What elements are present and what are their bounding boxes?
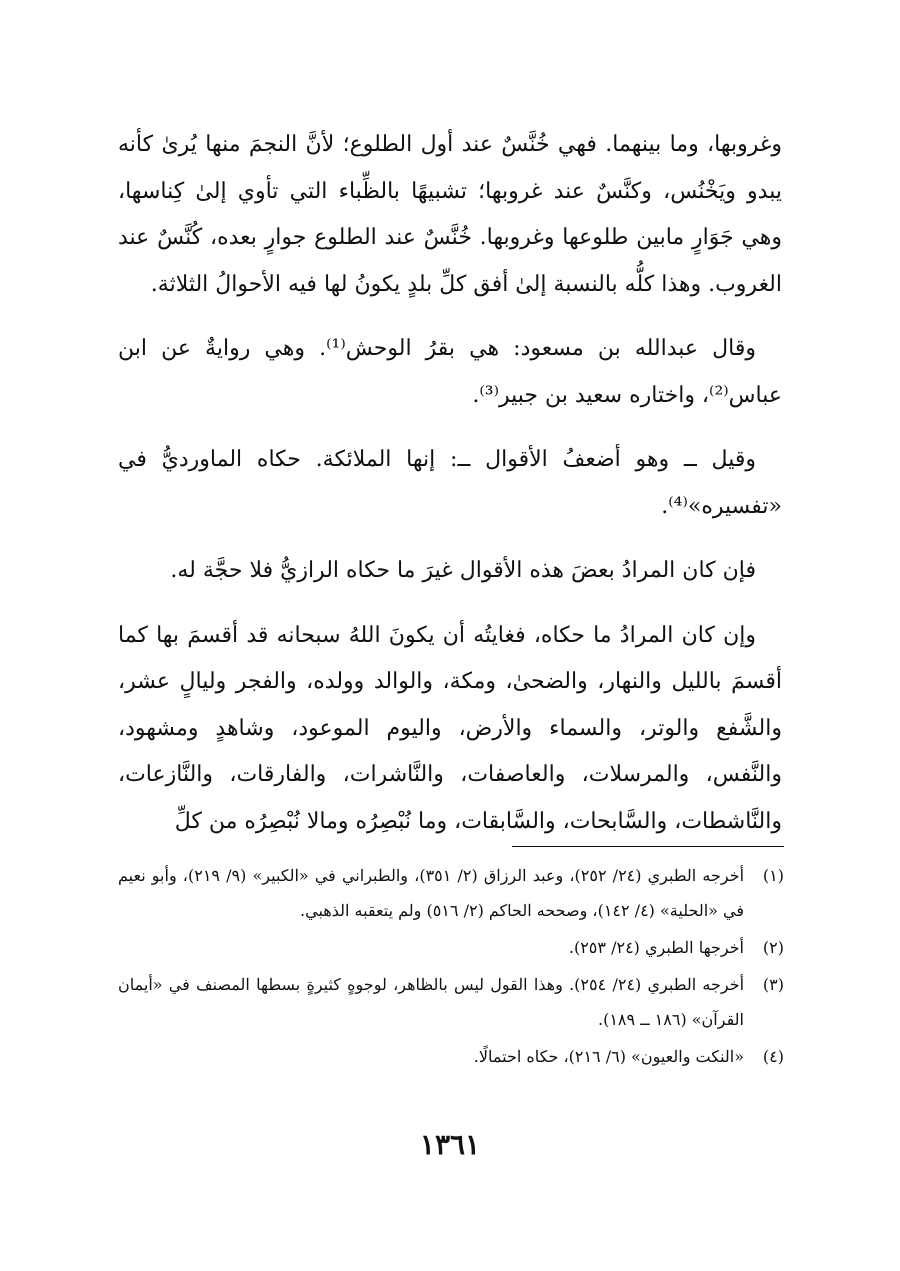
footnote-separator [512,846,784,847]
footnote [118,1039,784,1074]
footnotes [118,858,784,1076]
paragraph: وقيل ــ وهو أضعفُ الأقوال ــ: إنها الملائكة. حكاه الماورديُّ في «تفسيره»⁽⁴⁾. [118,447,782,519]
footnote-number: (٣) [762,975,784,994]
paragraph: وإن كان المرادُ ما حكاه، فغايتُه أن يكونَ اللهُ سبحانه قد أقسمَ بها كما أقسمَ بالليل والنهار، والضحىٰ، ومكة، والوالد وولده، والفجر وليالٍ عشر، والشَّفع والوتر، والسماء والأرض، واليوم الموعود، وشاهدٍ ومشهود، والنَّفس، والمرسلات، والعاصفات، والنَّاشرات، والفارقات، والنَّازعات، والنَّاشطات، والسَّابحات، والسَّابقات، وما نُبْصِرُه ومالا نُبْصِرُه من كلِّ [118,622,782,834]
footnote-text: أخرجه الطبري (٢٤/ ٢٥٢)، وعبد الرزاق (٢/ ٣٥١)، والطبراني في «الكبير» (٩/ ٢١٩)، وأبو نعيم في «الحلية» (٤/ ١٤٢)، وصححه الحاكم (٢/ ٥١٦) ولم يتعقبه الذهبي. [118,866,745,920]
footnote-text: «النكت والعيون» (٦/ ٢١٦)، حكاه احتمالًا. [473,1047,744,1066]
footnote-text: أخرجها الطبري (٢٤/ ٢٥٣). [568,938,744,957]
paragraph: وغروبها، وما بينهما. فهي خُنَّسٌ عند أول الطلوع؛ لأنَّ النجمَ منها يُرىٰ كأنه يبدو ويَخْنُس، وكنَّسٌ عند غروبها؛ تشبيهًا بالظِّباء التي تأوي إلىٰ كِناسها، وهي جَوَارٍ مابين طلوعها وغروبها. خُنَّسٌ عند الطلوع جوارٍ بعده، كُنَّسٌ عند الغروب. وهذا كلُّه بالنسبة إلىٰ أفق كلِّ بلدٍ يكونُ لها فيه الأحوالُ الثلاثة. [118,132,782,297]
footnote-number: (١) [762,866,784,885]
footnote [118,967,784,1037]
footnote-text: أخرجه الطبري (٢٤/ ٢٥٤). وهذا القول ليس بالظاهر، لوجوهٍ كثيرةٍ بسطها المصنف في «أيمان القرآن» (١٨٦ ــ ١٨٩). [118,975,745,1029]
paragraph: وقال عبدالله بن مسعود: هي بقرُ الوحش⁽¹⁾. وهي روايةٌ عن ابن عباس⁽²⁾، واختاره سعيد بن جبير⁽³⁾. [118,336,782,408]
main-text [118,122,782,863]
footnote-number: (٤) [762,1047,784,1066]
paragraph: فإن كان المرادُ بعضَ هذه الأقوال غيرَ ما حكاه الرازيُّ فلا حجَّة له. [170,558,756,583]
footnote [118,930,784,965]
footnote [118,858,784,928]
page-number: ١٣٦١ [419,1128,481,1161]
footnote-number: (٢) [762,938,784,957]
